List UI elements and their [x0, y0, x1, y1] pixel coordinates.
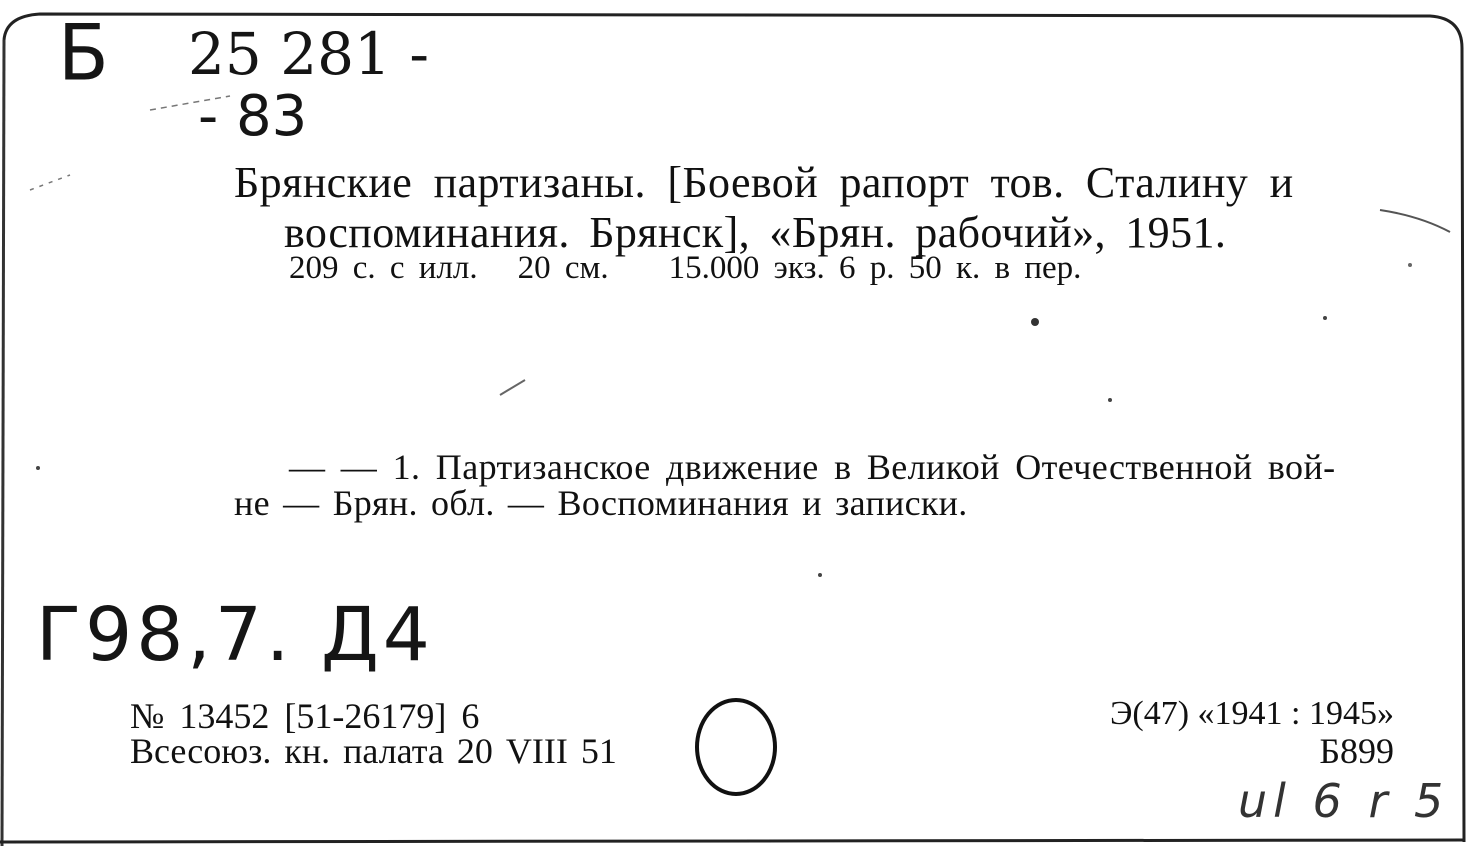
- book-chamber-line: Всесоюз. кн. палата 20 VIII 51: [130, 731, 617, 771]
- call-number-suffix: - 83: [198, 84, 308, 149]
- call-number-letter: Б: [58, 7, 107, 99]
- physical-description: [289, 250, 1081, 287]
- call-number-digits: 25 281 -: [188, 20, 429, 88]
- record-number: № 13452 [51-26179] 6: [130, 696, 480, 736]
- classification-mark: Г98,7. Д4: [36, 592, 434, 678]
- handwritten-initials: ul 6 r 5: [1238, 774, 1450, 828]
- title-line-2: воспоминания. Брянск], «Брян. рабочий», 1951.: [284, 208, 1227, 257]
- punch-hole: [694, 697, 778, 797]
- subject-heading-line-1: — — 1. Партизанское движение в Великой Отечественной вой-: [289, 447, 1336, 487]
- udk-index: Э(47) «1941 : 1945»: [1109, 695, 1394, 732]
- title-line-1: Брянские партизаны. [Боевой рапорт тов. Сталину и: [234, 158, 1294, 207]
- author-code: Б899: [1319, 731, 1394, 771]
- size: 20 см.: [517, 250, 609, 286]
- subject-heading-line-2: не — Брян. обл. — Воспоминания и записки.: [234, 483, 968, 523]
- pages: 209 с. с илл.: [289, 250, 478, 286]
- print-run: 15.000 экз. 6 р. 50 к. в пер.: [668, 250, 1082, 286]
